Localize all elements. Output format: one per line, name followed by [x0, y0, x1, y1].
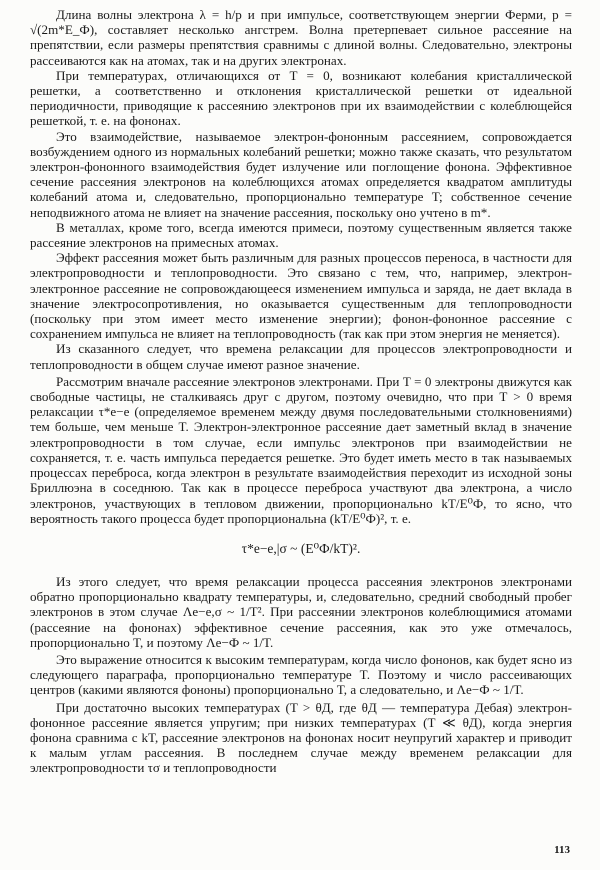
paragraph: Из этого следует, что время релаксации процесса рассеяния электронов электронами обратно пропорционально квадрату температуры, и, следовательно, средний свободный пробег электронов в этом случае Λe−e,σ ~ 1/T². При рассеянии электронов колеблющимися атомами (рассеяние на фононах) эффективное сечение рассеяния, как это уже отмечалось, пропорционально T, и поэтому Λe−Ф ~ 1/T.	[30, 573, 572, 650]
paragraph: Эффект рассеяния может быть различным для разных процессов переноса, в частности для электропроводности и теплопроводности. Это связано с тем, что, например, электрон-электронное рассеяние не сопровождающееся изменением импульса и заряда, не дает вклада в значение электросопротивления, но оказывается существенным для теплопроводности (поскольку при этом имеет место изменение энергии); фонон-фононное рассеяние с сохранением импульса не влияет на теплопроводность (так как при этом энергия не меняется).	[30, 250, 572, 342]
formula: τ*e−e,|σ ~ (E⁰Ф/kT)².	[241, 540, 361, 556]
paragraph: При достаточно высоких температурах (T > θД, где θД — температура Дебая) электрон-фононное рассеяние является упругим; при низких температурах (T ≪ θД), когда энергия фонона сравнима с kT, рассеяние электронов на фононах носит неупругий характер и приводит к малым углам рассеяния. В последнем случае между временем релаксации для электропроводности τσ и теплопроводности	[30, 699, 572, 776]
paragraph: Длина волны электрона λ = h/p и при импульсе, соответствующем энергии Ферми, p = √(2m*E_Ф), составляет несколько ангстрем. Волна претерпевает сильное рассеяние на препятствии, если размеры препятствия сравнимы с длиной волны. Следовательно, электроны рассеиваются как на атомах, так и на других электронах.	[30, 7, 572, 68]
paragraph: Это взаимодействие, называемое электрон-фононным рассеянием, сопровождается возбуждением одного из нормальных колебаний решетки; можно также сказать, что результатом электрон-фононного взаимодействия будет излучение или поглощение фонона. Эффективное сечение рассеяния электронов на колеблющихся атомах определяется квадратом амплитуды колебаний атома и, следовательно, пропорционально температуре T; собственное сечение неподвижного атома не влияет на значение рассеяния, поскольку оно учтено в m*.	[30, 128, 572, 220]
paragraph: Из сказанного следует, что времена релаксации для процессов электропроводности и теплопроводности в общем случае имеют разное значение.	[30, 341, 572, 372]
paragraph: Рассмотрим вначале рассеяние электронов электронами. При T = 0 электроны движутся как свободные частицы, не сталкиваясь друг с другом, поэтому очевидно, что при T > 0 время релаксации τ*e−e (определяемое временем между двумя последовательными столкновениями) тем больше, чем меньше T. Электрон-электронное рассеяние дает заметный вклад в значение электропроводности в том случае, если импульс электронов при взаимодействии не сохраняется, т. е. часть импульса передается решетке. Это будет иметь место в так называемых процессах переброса, когда электрон в результате взаимодействия переходит из исходной зоны Бриллюэна в соседнюю. Так как в процессе переброса участвуют два электрона, а число электронов, участвующих в тепловом движении, пропорционально kT/E⁰Ф, то ясно, что вероятность такого процесса будет пропорциональна (kT/E⁰Ф)², т. е.	[30, 373, 572, 526]
paragraph: В металлах, кроме того, всегда имеются примеси, поэтому существенным является также рассеяние электронов на примесных атомах.	[30, 219, 572, 251]
paragraph: При температурах, отличающихся от T = 0, возникают колебания кристаллической решетки, а соответственно и отклонения кристаллической решетки от идеальной периодичности, приводящие к рассеянию электронов при их взаимодействии с колеблющейся решеткой, т. е. на фононах.	[30, 67, 572, 129]
paragraph: Это выражение относится к высоким температурам, когда число фононов, как будет ясно из следующего параграфа, пропорционально температуре T. Поэтому и число рассеивающих центров (какими являются фононы) пропорционально T, а следовательно, и Λe−Ф ~ 1/T.	[30, 651, 572, 698]
page-number: 113	[554, 844, 570, 856]
